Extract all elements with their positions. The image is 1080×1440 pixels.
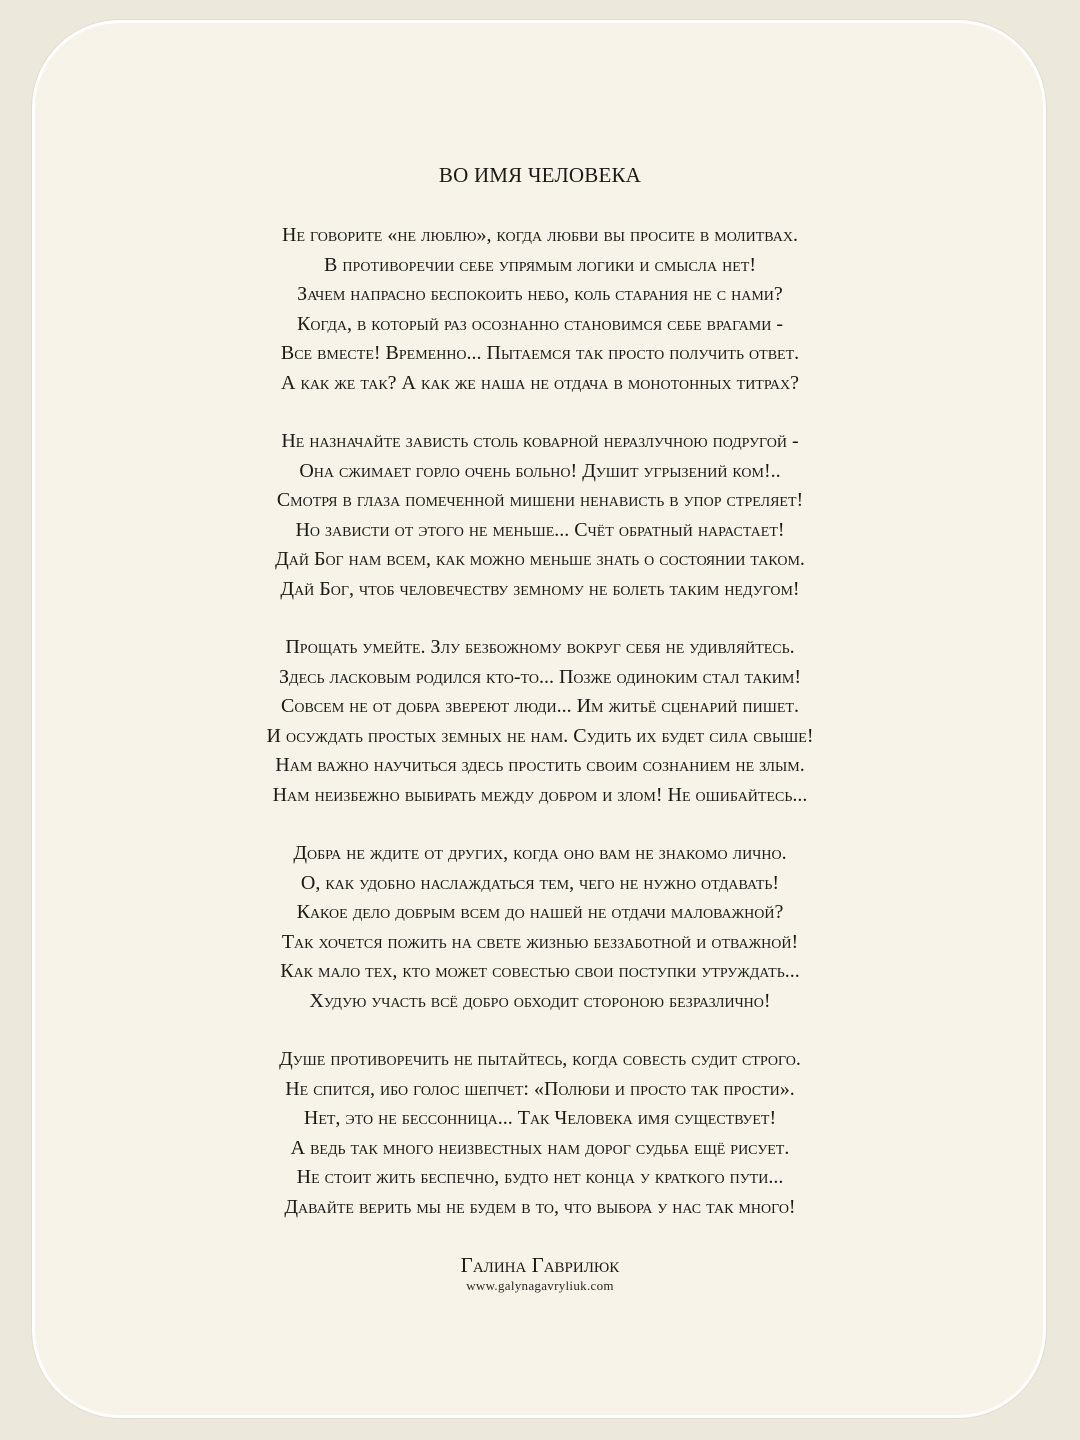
poem-line: Прощать умейте. Злу безбожному вокруг себя не удивляйтесь.	[285, 636, 795, 658]
stanza-5	[0, 1045, 1080, 1222]
poem-line: Все вместе! Временно... Пытаемся так просто получить ответ.	[280, 342, 800, 364]
poem-line: Дай Бог, чтоб человечеству земному не болеть таким недугом!	[280, 577, 800, 600]
poem-line: А как же так? А как же наша не отдача в монотонных титрах?	[281, 371, 799, 394]
poem-line: Не говорите «не люблю», когда любви вы просите в молитвах.	[282, 224, 798, 246]
poem-line: Нет, это не бессонница... Так Человека имя существует!	[303, 1107, 777, 1129]
poem-line: Не спится, ибо голос шепчет: «Полюби и просто так прости».	[285, 1077, 795, 1100]
poem-line: Нам неизбежно выбирать между добром и злом! Не ошибайтесь...	[272, 783, 808, 806]
poem-line: Добра не ждите от других, когда оно вам не знакомо лично.	[293, 842, 787, 864]
poem-line: Смотря в глаза помеченной мишени ненависть в упор стреляет!	[276, 489, 804, 511]
poem-line: Худую участь всё добро обходит стороною безразлично!	[309, 989, 771, 1012]
poem-line: О, как удобно наслаждаться тем, чего не нужно отдавать!	[300, 871, 780, 894]
poem-line: И осуждать простых земных не нам. Судить их будет сила свыше!	[266, 724, 814, 747]
poem-line: Зачем напрасно беспокоить небо, коль старания не с нами?	[297, 283, 783, 305]
stanza-3	[0, 633, 1080, 810]
poem-body	[0, 221, 1080, 1251]
poem-line: Нам важно научиться здесь простить своим сознанием не злым.	[275, 754, 805, 776]
poem-line: Совсем не от добра звереют люди... Им житьё сценарий пишет.	[281, 695, 799, 717]
author-website: www.galynagavryliuk.com	[466, 1278, 614, 1293]
poem-line: Но зависти от этого не меньше... Счёт обратный нарастает!	[295, 518, 785, 541]
poem-line: Душе противоречить не пытайтесь, когда совесть судит строго.	[279, 1048, 801, 1070]
poem-line: Так хочется пожить на свете жизнью беззаботной и отважной!	[281, 930, 799, 953]
poem-line: Не стоит жить беспечно, будто нет конца у краткого пути...	[296, 1166, 784, 1188]
stanza-1	[0, 221, 1080, 398]
poem-line: Она сжимает горло очень больно! Душит угрызений ком!..	[299, 459, 781, 482]
poem-line: А ведь так много неизвестных нам дорог судьба ещё рисует.	[290, 1136, 790, 1159]
poem-line: Как мало тех, кто может совестью свои поступки утруждать...	[280, 960, 800, 982]
poem-line: Когда, в который раз осознанно становимся себе врагами -	[297, 312, 783, 335]
poem-line: Не назначайте зависть столь коварной неразлучною подругой -	[281, 430, 799, 452]
poem-line: Давайте верить мы не будем в то, что выбора у нас так много!	[284, 1195, 796, 1218]
stanza-2	[0, 427, 1080, 604]
stanza-4	[0, 839, 1080, 1016]
poem-line: Какое дело добрым всем до нашей не отдачи маловажной?	[296, 901, 784, 923]
poem-line: В противоречии себе упрямым логики и смысла нет!	[324, 253, 756, 276]
author-name: Галина Гаврилюк	[460, 1253, 620, 1277]
poem-line: Дай Бог нам всем, как можно меньше знать о состоянии таком.	[275, 548, 805, 570]
poem-line: Здесь ласковым родился кто-то... Позже одиноким стал таким!	[279, 665, 801, 688]
poem-title: ВО ИМЯ ЧЕЛОВЕКА	[438, 163, 642, 187]
